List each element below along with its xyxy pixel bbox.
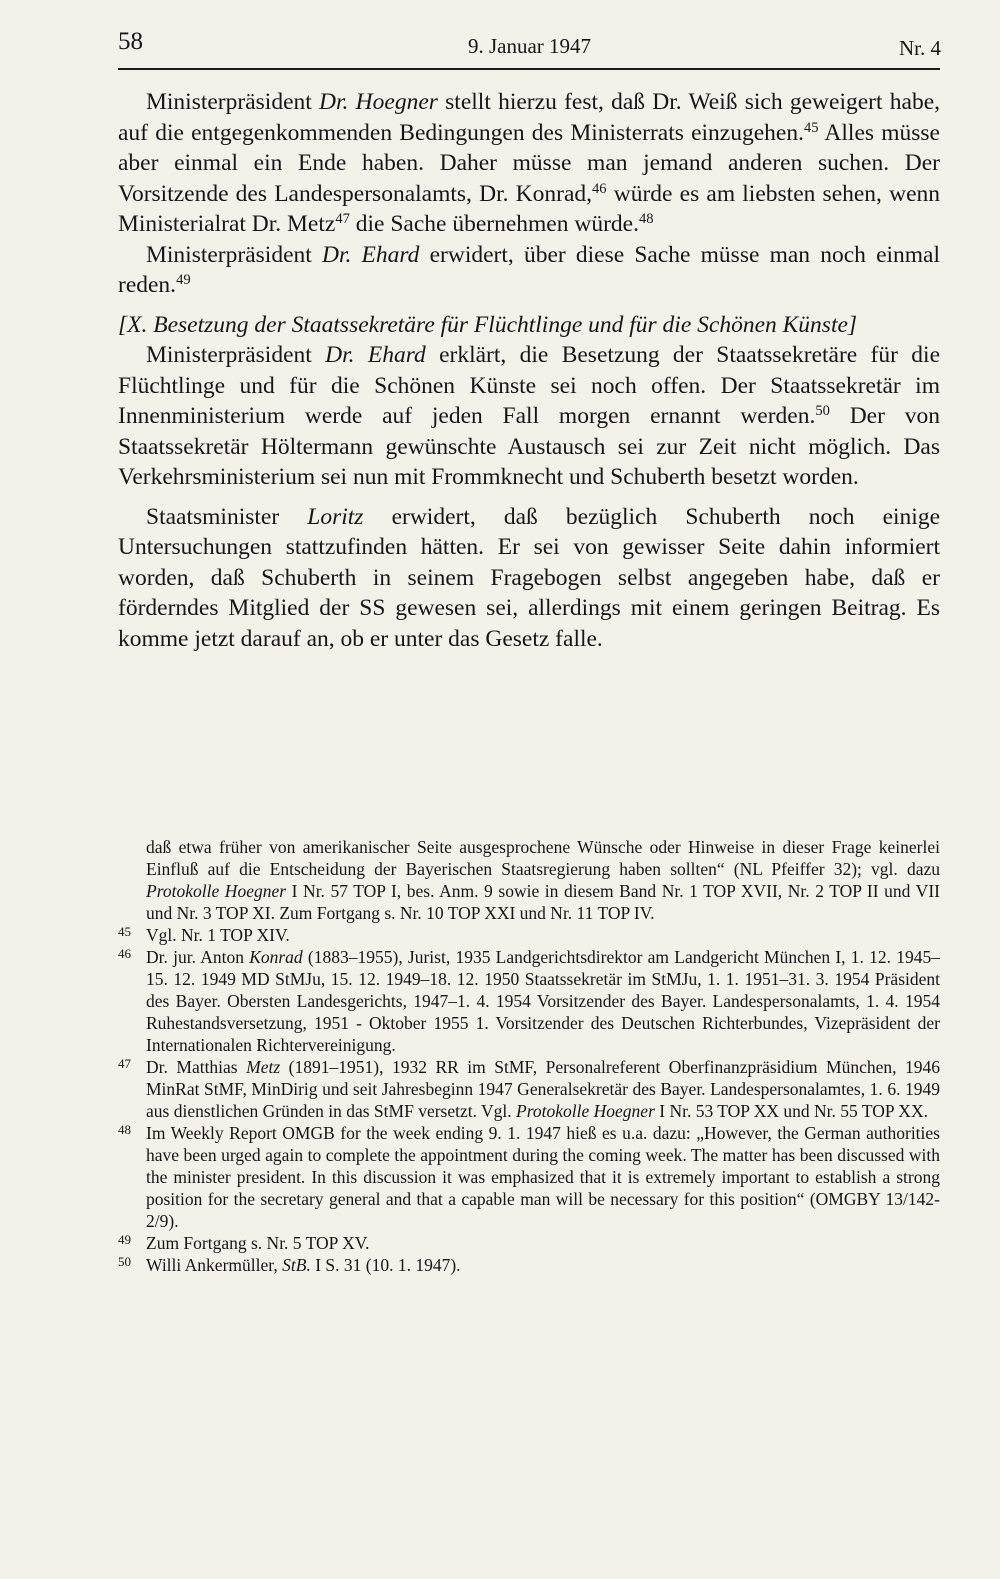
text-run: Dr. jur. Anton	[146, 947, 250, 967]
main-text	[118, 87, 940, 654]
footnote-49	[118, 1232, 940, 1254]
document-number: Nr. 4	[899, 36, 941, 60]
footnote-number: 46	[118, 946, 131, 961]
text-run: I Nr. 53 TOP XX und Nr. 55 TOP XX.	[654, 1101, 928, 1121]
speaker-name: Dr. Ehard	[321, 241, 420, 268]
running-header	[118, 24, 941, 68]
citation: StB.	[282, 1255, 311, 1275]
footnote-text: Im Weekly Report OMGB for the week ending 9. 1. 1947 hieß es u.a. dazu: „However, the German authorities have been urged again to complete the appointment during the coming week. The matter has been discussed with the minister president. In this discussion it was emphasized that it is extremely important to establish a strong position for the secretary general and that a capable man will be necessary for this position“ (OMGBY 13/142-2/9).	[146, 1123, 940, 1231]
text-run: daß etwa früher von amerikanischer Seite ausgesprochene Wünsche oder Hinweise in dieser Frage keinerlei Einfluß auf die Entscheidung der Bayerischen Staatsregierung haben sollten“ (NL Pfeiffer 32); vgl. dazu	[146, 837, 940, 879]
text-run: Willi Ankermüller,	[146, 1255, 283, 1275]
footnote-ref[interactable]: 48	[638, 211, 654, 227]
text-run: Ministerpräsident	[146, 241, 322, 268]
section-heading: [X. Besetzung der Staatssekretäre für Flüchtlinge und für die Schönen Künste]	[118, 311, 858, 338]
text-run: erwidert, daß bezüglich Schuberth noch einige Untersuchungen stattzufinden hätten. Er sei von gewisser Seite dahin informiert worden, daß Schuberth in seinem Fragebogen selbst angegeben habe, daß er förderndes Mitglied der SS gewesen sei, allerdings mit einem geringen Beitrag. Es komme jetzt darauf an, ob er unter das Gesetz falle.	[118, 503, 940, 652]
footnote-47	[118, 1056, 940, 1122]
footnote-45	[118, 924, 940, 946]
footnote-continuation	[118, 836, 940, 924]
footnote-number: 48	[118, 1122, 131, 1137]
footnote-number: 49	[118, 1232, 131, 1247]
header-rule	[118, 68, 940, 70]
footnote-number: 47	[118, 1056, 131, 1071]
text-run: (1883–1955), Jurist, 1935 Landgerichtsdirektor am Landgericht München I, 1. 12. 1945–15. 12. 1949 MD StMJu, 15. 12. 1949–18. 12. 1950 Staatssekretär im StMJu, 1. 1. 1951–31. 3. 1954 Präsident des Bayer. Obersten Landesgerichts, 1947–1. 4. 1954 Vorsitzender des Bayer. Landespersonalamts, 1. 4. 1954 Ruhestandsversetzung, 1951 - Oktober 1955 1. Vorsitzender des Deutschen Richterbundes, Vizepräsident der Internationalen Richtervereinigung.	[146, 947, 940, 1055]
footnote-ref[interactable]: 50	[815, 403, 830, 419]
text-run: die Sache übernehmen würde.	[349, 211, 639, 237]
footnote-ref[interactable]: 47	[335, 211, 350, 227]
text-run: Ministerpräsident	[146, 342, 326, 368]
spacer	[118, 301, 940, 310]
speaker-name: Dr. Hoegner	[319, 89, 438, 115]
person-name: Konrad	[249, 947, 303, 967]
citation: Protokolle Hoegner	[146, 881, 287, 901]
text-run: stellt hierzu fest, daß Dr. Weiß sich geweigert habe, auf die entgegenkommenden Bedingungen des Ministerrats einzugehen.	[118, 89, 940, 146]
footnote-46	[118, 946, 940, 1056]
text-run: Der von Staatssekretär Höltermann gewünschte Austausch sei zur Zeit nicht möglich. Das Verkehrsministerium sei nun mit Frommknecht und Schuberth besetzt worden.	[118, 403, 940, 490]
paragraph-ehard-1	[118, 240, 940, 301]
text-run: I Nr. 57 TOP I, bes. Anm. 9 sowie in diesem Band Nr. 1 TOP XVII, Nr. 2 TOP II und VII und Nr. 3 TOP XI. Zum Fortgang s. Nr. 10 TOP XXI und Nr. 11 TOP IV.	[146, 881, 940, 923]
text-run: erwidert, über diese Sache müsse man noch einmal reden.	[118, 241, 941, 298]
speaker-name: Loritz	[307, 503, 364, 530]
text-run: Alles müsse aber einmal ein Ende haben. Daher müsse man jemand anderen suchen. Der Vorsitzende des Landespersonalamts, Dr. Konrad,	[118, 119, 940, 207]
text-run: würde es am liebsten sehen, wenn Ministerialrat Dr. Metz	[118, 180, 941, 237]
footnote-number: 50	[118, 1254, 131, 1269]
text-run: I S. 31 (10. 1. 1947).	[310, 1255, 461, 1275]
paragraph-hoegner	[118, 87, 940, 240]
footnote-ref[interactable]: 45	[803, 119, 819, 136]
page-number: 58	[118, 28, 143, 55]
paragraph-ehard-2	[118, 340, 940, 493]
text-run: Ministerpräsident	[146, 89, 320, 115]
text-run: erklärt, die Besetzung der Staatssekretäre für die Flüchtlinge und für die Schönen Künste sei noch offen. Der Staatssekretär im Innenministerium werde auf jeden Fall morgen ernannt werden.	[118, 342, 941, 429]
citation: Protokolle Hoegner	[516, 1101, 655, 1121]
spacer	[118, 493, 940, 502]
footnote-text: Vgl. Nr. 1 TOP XIV.	[146, 925, 290, 945]
footnote-50	[118, 1254, 940, 1276]
footnote-text: Zum Fortgang s. Nr. 5 TOP XV.	[146, 1233, 370, 1253]
speaker-name: Dr. Ehard	[325, 342, 426, 368]
footnote-48	[118, 1122, 940, 1232]
text-run: (1891–1951), 1932 RR im StMF, Personalreferent Oberfinanzpräsidium München, 1946 MinRat StMF, MinDirig und seit Jahresbeginn 1947 Generalsekretär des Bayer. Landespersonalamtes, 1. 6. 1949 aus dienstlichen Gründen in das StMF versetzt. Vgl.	[146, 1057, 940, 1121]
footnote-ref[interactable]: 49	[176, 272, 191, 288]
header-date: 9. Januar 1947	[467, 34, 592, 58]
text-run: Staatsminister	[146, 503, 308, 530]
paragraph-loritz	[118, 502, 940, 655]
text-run: Dr. Matthias	[146, 1057, 247, 1077]
person-name: Metz	[246, 1057, 281, 1077]
footnotes	[118, 836, 940, 1276]
footnote-number: 45	[118, 924, 131, 939]
footnote-ref[interactable]: 46	[592, 180, 607, 197]
